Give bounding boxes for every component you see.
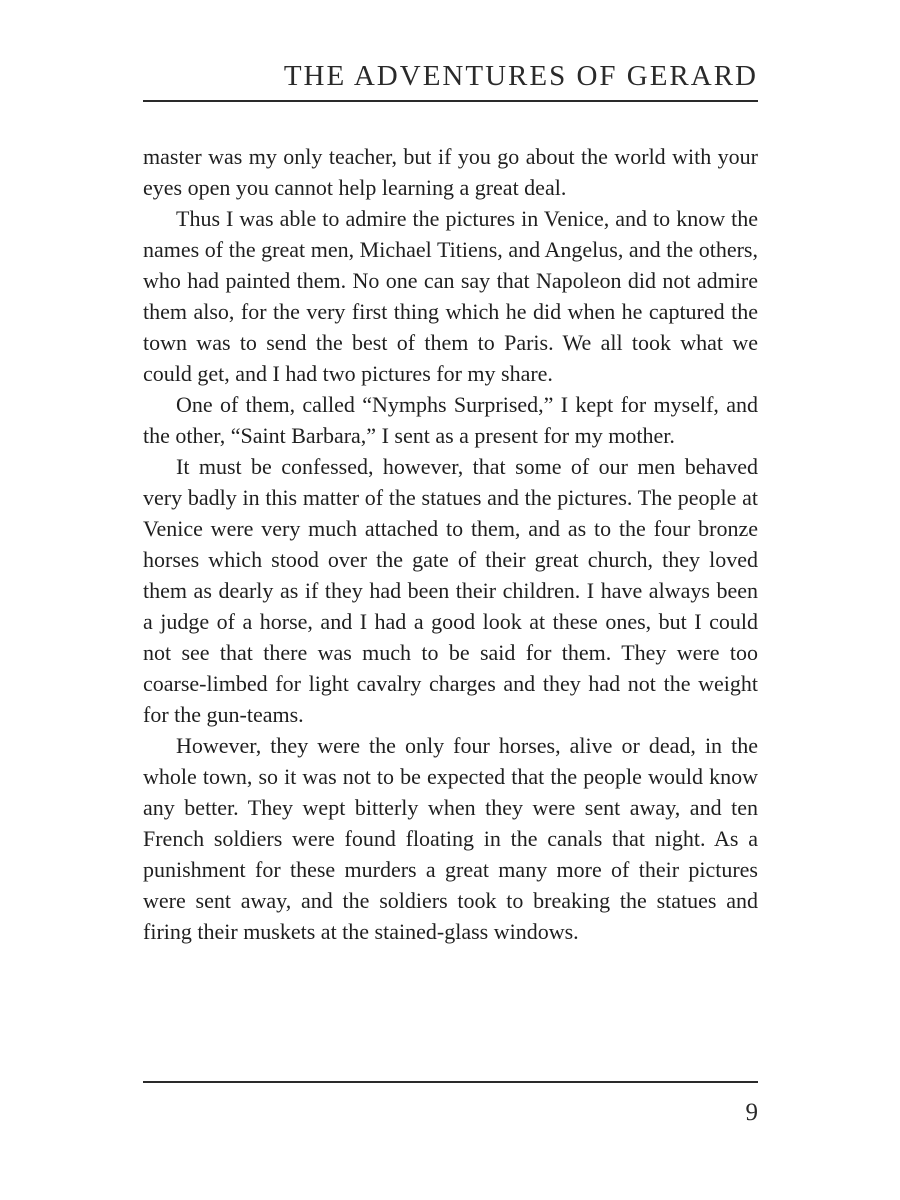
footer-rule <box>143 1081 758 1083</box>
paragraph: It must be confessed, however, that some of our men behaved very badly in this matter of the statues and the pictures. The people at Venice were very much attached to them, and as to the four bronze horses which stood over the gate of their great church, they loved them as dearly as if they had been their children. I have always been a judge of a horse, and I had a good look at these ones, but I could not see that there was much to be said for them. They were too coarse-limbed for light cavalry charges and they had not the weight for the gun-teams. <box>143 454 758 727</box>
paragraph: However, they were the only four horses, alive or dead, in the whole town, so it was not to be expected that the people would know any better. They wept bitterly when they were sent away, and ten French soldiers were found floating in the canals that night. As a punishment for these murders a great many more of their pictures were sent away, and the soldiers took to breaking the statues and firing their muskets at the stained-glass windows. <box>143 733 758 944</box>
header-rule <box>143 100 758 102</box>
running-title: THE ADVENTURES OF GERARD <box>283 60 758 92</box>
page-body <box>143 141 758 947</box>
page-number: 9 <box>745 1099 758 1126</box>
paragraph: master was my only teacher, but if you go about the world with your eyes open you cannot help learning a great deal. <box>143 144 758 200</box>
paragraph: One of them, called “Nymphs Surprised,” I kept for myself, and the other, “Saint Barbara,” I sent as a present for my mother. <box>143 392 758 448</box>
paragraph: Thus I was able to admire the pictures in Venice, and to know the names of the great men, Michael Titiens, and Angelus, and the others, who had painted them. No one can say that Napoleon did not admire them also, for the very first thing which he did when he captured the town was to send the best of them to Paris. We all took what we could get, and I had two pictures for my share. <box>143 206 758 386</box>
